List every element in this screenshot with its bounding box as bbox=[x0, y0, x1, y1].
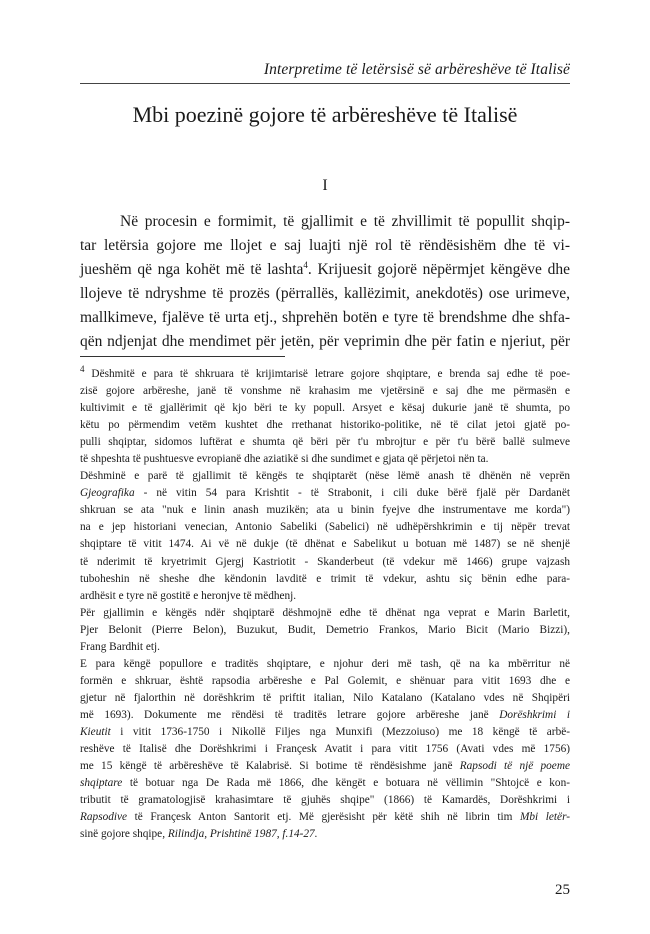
footnote-line bbox=[80, 571, 570, 588]
footnote-italic-text: Kieutit bbox=[80, 725, 111, 738]
footnote-mark: 4 bbox=[80, 364, 85, 375]
footnote-text: zisë gojore arbëreshe, janë të vonshme në krahasim me vjetërsinë e saj dhe me përmasën e bbox=[80, 385, 570, 398]
footnote-text: shqiptare të vitit 1474. Ai vë në dukje (të dhënat e Sabelikut u botuan më 1487) se në shenjë bbox=[80, 538, 570, 551]
footnote-line bbox=[80, 468, 570, 485]
footnote-text: E para këngë popullore e traditës shqiptare, e njohur deri më tash, që na ka mbërritur në bbox=[80, 657, 570, 670]
footnote-text: tributit të gramatologjisë krahasimtare të gjuhës shqipe" (1866) të Kamardës, Dorëshkrimi i bbox=[80, 794, 570, 807]
footnote-line bbox=[80, 554, 570, 571]
footnote-line bbox=[80, 809, 570, 826]
footnote-italic-text: Rapsodi të një poeme bbox=[459, 760, 570, 773]
body-line bbox=[80, 258, 570, 282]
footnote-line bbox=[80, 656, 570, 673]
footnote-text: të Françesk Anton Santorit etj. Më gjerësisht për këtë shih në librin tim bbox=[127, 811, 520, 824]
footnote-reference[interactable]: 4 bbox=[303, 260, 308, 271]
body-line: llojeve të ndryshme të prozës (përrallës, kallëzimit, anekdotës) ose urimeve, bbox=[80, 285, 570, 303]
footnote-line bbox=[80, 383, 570, 400]
footnote-line bbox=[80, 605, 570, 622]
footnote-line bbox=[80, 417, 570, 434]
footnote-line bbox=[80, 519, 570, 536]
footnote-line bbox=[80, 485, 570, 502]
footnote-rule bbox=[80, 356, 285, 357]
body-line: tar letërsia gojore me llojet e saj luajti një rol të rëndësishëm dhe të vi- bbox=[80, 237, 570, 255]
footnote-text: gjetur në fjalorthin në dorëshkrim të priftit italian, Nilo Katalano (Katalano vdes në Shqipëri bbox=[80, 691, 570, 704]
footnote-italic-text: , Rilindja, Prishtinë 1987, f.14-27. bbox=[162, 828, 318, 841]
body-line-text: jueshëm që nga kohët më të lashta bbox=[80, 261, 304, 279]
footnote-text: më 1693). Dokumente me rëndësi të traditës letrare gojore arbëreshe janë bbox=[80, 708, 500, 721]
footnote-text: të botuar nga De Rada më 1866, dhe këngët e botuara në vëllimin "Shtojcë e kon- bbox=[122, 777, 570, 790]
footnote-italic-text: shqiptare bbox=[80, 777, 123, 790]
footnote-italic-text: Dorëshkrimi i bbox=[499, 708, 571, 721]
footnote-text: të nderimit të kryetrimit Gjergj Kastriotit - Skanderbeut (të vdekur më 1466) grupe vajzash bbox=[80, 555, 570, 568]
footnote-text: pulli shqiptar, sidomos luftërat e shumta që bëri për t'u mbrojtur e për t'u bërë ballë sulmeve bbox=[80, 436, 570, 449]
footnotes bbox=[80, 366, 570, 843]
footnote-line bbox=[80, 366, 570, 383]
body-paragraph bbox=[80, 210, 570, 355]
footnote-text: formën e shkruar, është rapsodia arbëreshe e Pal Golemit, e shënuar para vitit 1693 dhe e bbox=[80, 674, 570, 687]
page-number: 25 bbox=[555, 882, 570, 898]
body-line-text: . Krijuesit gojorë nëpërmjet këngëve dhe bbox=[307, 261, 570, 279]
footnote-text: shkruan se ata "nuk e linin anash muzikën; ata u binin fyejve dhe instrumentave me korda") bbox=[80, 504, 570, 517]
footnote-line bbox=[80, 434, 570, 451]
footnote-line bbox=[80, 536, 570, 553]
footnote-line bbox=[80, 451, 570, 468]
header-rule bbox=[80, 83, 570, 84]
footnote-italic-text: Rapsodive bbox=[80, 811, 128, 824]
footnote-text: - në vitin 54 para Krishtit - të Strabonit, i cili duke bërë fjalë për Dardanët bbox=[134, 487, 570, 500]
footnote-line bbox=[80, 622, 570, 639]
footnote-line bbox=[80, 588, 570, 605]
footnote-line bbox=[80, 775, 570, 792]
footnote-line bbox=[80, 690, 570, 707]
footnote-text: sinë gojore shqipe bbox=[80, 828, 163, 841]
footnote-line bbox=[80, 724, 570, 741]
section-number: I bbox=[322, 177, 328, 194]
body-line: mallkimeve, fjalëve të urta etj., shprehën botën e tyre të brendshme dhe shfa- bbox=[80, 309, 570, 327]
footnote-text: i vitit 1736-1750 i Nikollë Filjes nga Munxifi (Mezzoiuso) me 18 këngë të arbë- bbox=[110, 725, 570, 738]
footnote-text: tuboheshin në sheshe dhe këndonin lavditë e trimit të vdekur, ashtu siç bënin edhe para- bbox=[80, 572, 570, 585]
footnote-text: me 15 këngë të arbëreshëve të Kalabrisë. Si botime të rëndësishme janë bbox=[80, 760, 460, 773]
footnote-italic-text: Mbi letër- bbox=[520, 811, 570, 824]
footnote-text: Frang Bardhit etj. bbox=[80, 640, 161, 653]
body-line: Në procesin e formimit, të gjallimit e të zhvillimit të popullit shqip- bbox=[120, 213, 570, 230]
footnote-line bbox=[80, 502, 570, 519]
running-head: Interpretime të letërsisë së arbëreshëve të Italisë bbox=[263, 61, 570, 78]
chapter-title: Mbi poezinë gojore të arbëreshëve të Italisë bbox=[132, 102, 518, 127]
footnote-text: kultivimit e të gjallërimit që kjo bëri te ky popull. Arsyet e kësaj dukurie janë të shumta, po bbox=[80, 402, 570, 415]
footnote-line bbox=[80, 741, 570, 758]
footnote-text: Dëshminë e parë të gjallimit të këngës te shqiptarët (nëse lëmë anash të dhënën në veprën bbox=[80, 470, 570, 483]
footnote-text: Për gjallimin e këngës ndër shqiptarë dëshmojnë edhe të dhënat nga veprat e Marin Barletit, bbox=[80, 606, 570, 619]
footnote-text: reshëve të Italisë dhe Dorëshkrimi i Françesk Avatit i para vitit 1756 (Avati vdes më 1756) bbox=[80, 743, 570, 756]
footnote-line bbox=[80, 792, 570, 809]
footnote-text: na e jep historiani venecian, Antonio Sabeliki (Sabelici) në udhëpërshkrimin e tij nëpër trevat bbox=[80, 521, 570, 534]
body-line: qën ndjenjat dhe mendimet për jetën, për veprimin dhe për fatin e njeriut, për bbox=[80, 333, 570, 351]
footnote-line bbox=[80, 673, 570, 690]
footnote-text: këtu po përmendim vetëm kushtet dhe rrethanat historiko-politike, në të cilat jetoi gjatë po- bbox=[80, 419, 570, 432]
footnote-line bbox=[80, 826, 570, 843]
footnote-italic-text: Gjeografika bbox=[80, 487, 135, 500]
footnote-line bbox=[80, 707, 570, 724]
footnote-text: të shpeshta të pushtuesve evropianë dhe aziatikë si dhe sundimet e gjata që përjetoi nën ta. bbox=[80, 453, 489, 466]
footnote-text: ardhësit e tyre në gostitë e heronjve të mëdhenj. bbox=[80, 589, 297, 602]
footnote-line bbox=[80, 400, 570, 417]
footnote-line bbox=[80, 758, 570, 775]
footnote-line bbox=[80, 639, 570, 656]
footnote-text: Dëshmitë e para të shkruara të krijimtarisë letrare gojore shqiptare, e brenda saj edhe të poe- bbox=[84, 368, 570, 380]
footnote-text: Pjer Belonit (Pierre Belon), Buzukut, Budit, Demetrio Frankos, Mario Bicit (Mario Bizzi), bbox=[80, 623, 570, 636]
